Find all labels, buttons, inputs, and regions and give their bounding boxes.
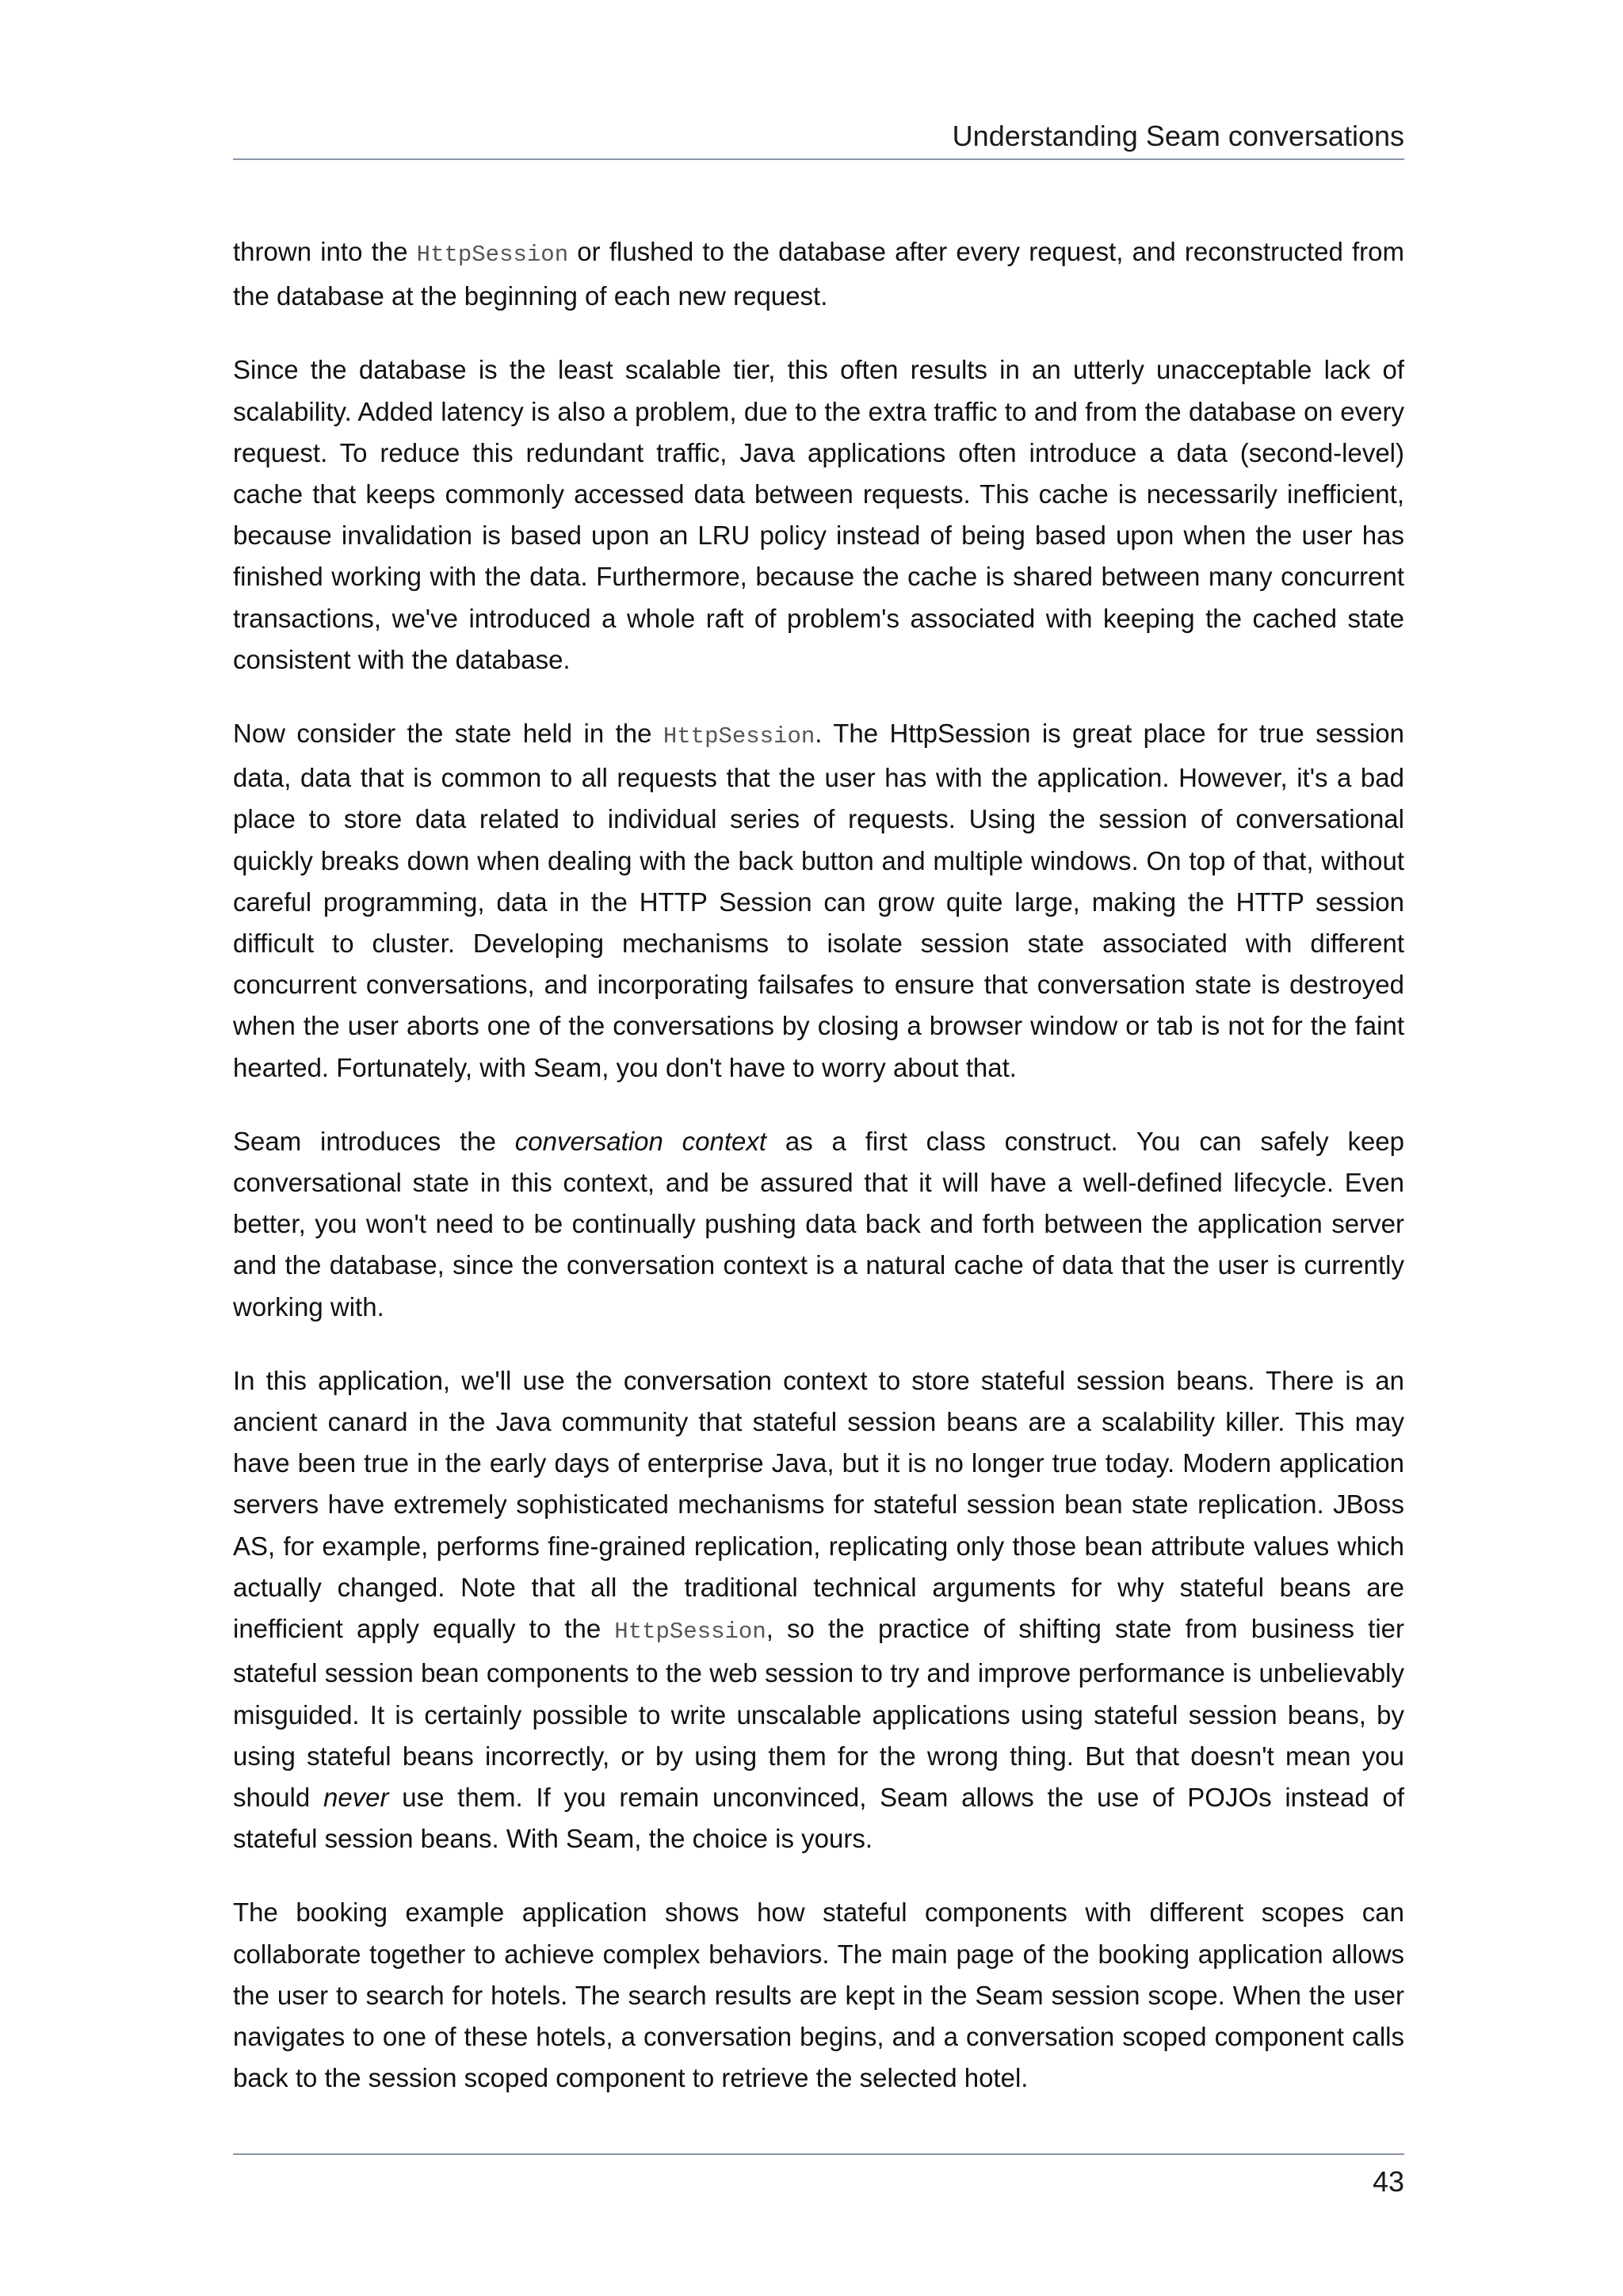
emphasis-text: never xyxy=(323,1782,389,1812)
paragraph-text: Since the database is the least scalable tier, this often results in an utterly unacceptable lack of scalability. Added latency is also a problem, due to the extra traffic to and from the database on every request. To reduce this redundant traffic, Java applications often introduce a data (second-level) cache that keeps commonly accessed data between requests. This cache is necessarily inefficient, because invalidation is based upon an LRU policy instead of being based upon when the user has finished working with the data. Furthermore, because the cache is shared between many concurrent transactions, we've introduced a whole raft of problem's associated with keeping the cached state consistent with the database. xyxy=(233,355,1404,674)
page-body xyxy=(233,231,1404,2131)
paragraph-text: use them. If you remain unconvinced, Seam allows the use of POJOs instead of stateful session beans. With Seam, the choice is yours. xyxy=(233,1782,1404,1854)
paragraph-2 xyxy=(233,349,1404,681)
paragraph-text: or flushed to the database after every request, and reconstructed from the database at the beginning of each new request. xyxy=(233,237,1404,311)
paragraph-text: as a first class construct. You can safely keep conversational state in this context, and be assured that it will have a well-defined lifecycle. Even better, you won't need to be continually pushing data back and forth between the application server and the database, since the conversation context is a natural cache of data that the user is currently working with. xyxy=(233,1126,1405,1322)
paragraph-text: The booking example application shows how stateful components with different scopes can collaborate together to achieve complex behaviors. The main page of the booking application allows the user to search for hotels. The search results are kept in the Seam session scope. When the user navigates to one of these hotels, a conversation begins, and a conversation scoped component calls back to the session scoped component to retrieve the selected hotel. xyxy=(233,1897,1404,2093)
page-number: 43 xyxy=(1372,2165,1404,2198)
paragraph-1 xyxy=(233,231,1404,317)
paragraph-text: In this application, we'll use the conversation context to store stateful session beans. There is an ancient canard in the Java community that stateful session beans are a scalability killer. This may have been true in the early days of enterprise Java, but it is no longer true today. Modern application servers have extremely sophisticated mechanisms for stateful session bean state replication. JBoss AS, for example, performs fine-grained replication, replicating only those bean attribute values which actually changed. Note that all the traditional technical arguments for why stateful beans are inefficient apply equally to the xyxy=(233,1365,1404,1644)
emphasis-text: conversation context xyxy=(514,1126,767,1156)
paragraph-text: thrown into the xyxy=(233,237,417,266)
inline-code: HttpSession xyxy=(416,242,569,268)
paragraph-text: , so the practice of shifting state from business tier stateful session bean components to the web session to try and improve performance is unbelievably misguided. It is certainly possible to write unscalable applications using stateful session beans, by using stateful beans incorrectly, or by using them for the wrong thing. But that doesn't mean you should xyxy=(233,1614,1404,1812)
paragraph-text: Seam introduces the xyxy=(233,1126,515,1156)
page-header xyxy=(233,116,1404,160)
inline-code: HttpSession xyxy=(663,723,815,750)
paragraph-5 xyxy=(233,1360,1404,1859)
paragraph-text: . The HttpSession is great place for true session data, data that is common to all requests that the user has with the application. However, it's a bad place to store data related to individual series of requests. Using the session of conversational quickly breaks down when dealing with the back button and multiple windows. On top of that, without careful programming, data in the HTTP Session can grow quite large, making the HTTP session difficult to cluster. Developing mechanisms to isolate session state associated with different concurrent conversations, and incorporating failsafes to ensure that conversation state is destroyed when the user aborts one of the conversations by closing a browser window or tab is not for the faint hearted. Fortunately, with Seam, you don't have to worry about that. xyxy=(233,719,1404,1082)
running-header-title: Understanding Seam conversations xyxy=(952,120,1404,152)
paragraph-text: Now consider the state held in the xyxy=(233,719,663,749)
paragraph-3 xyxy=(233,713,1404,1089)
inline-code: HttpSession xyxy=(614,1619,766,1646)
page-footer xyxy=(233,2153,1404,2203)
paragraph-4 xyxy=(233,1121,1404,1328)
paragraph-6 xyxy=(233,1892,1404,2099)
